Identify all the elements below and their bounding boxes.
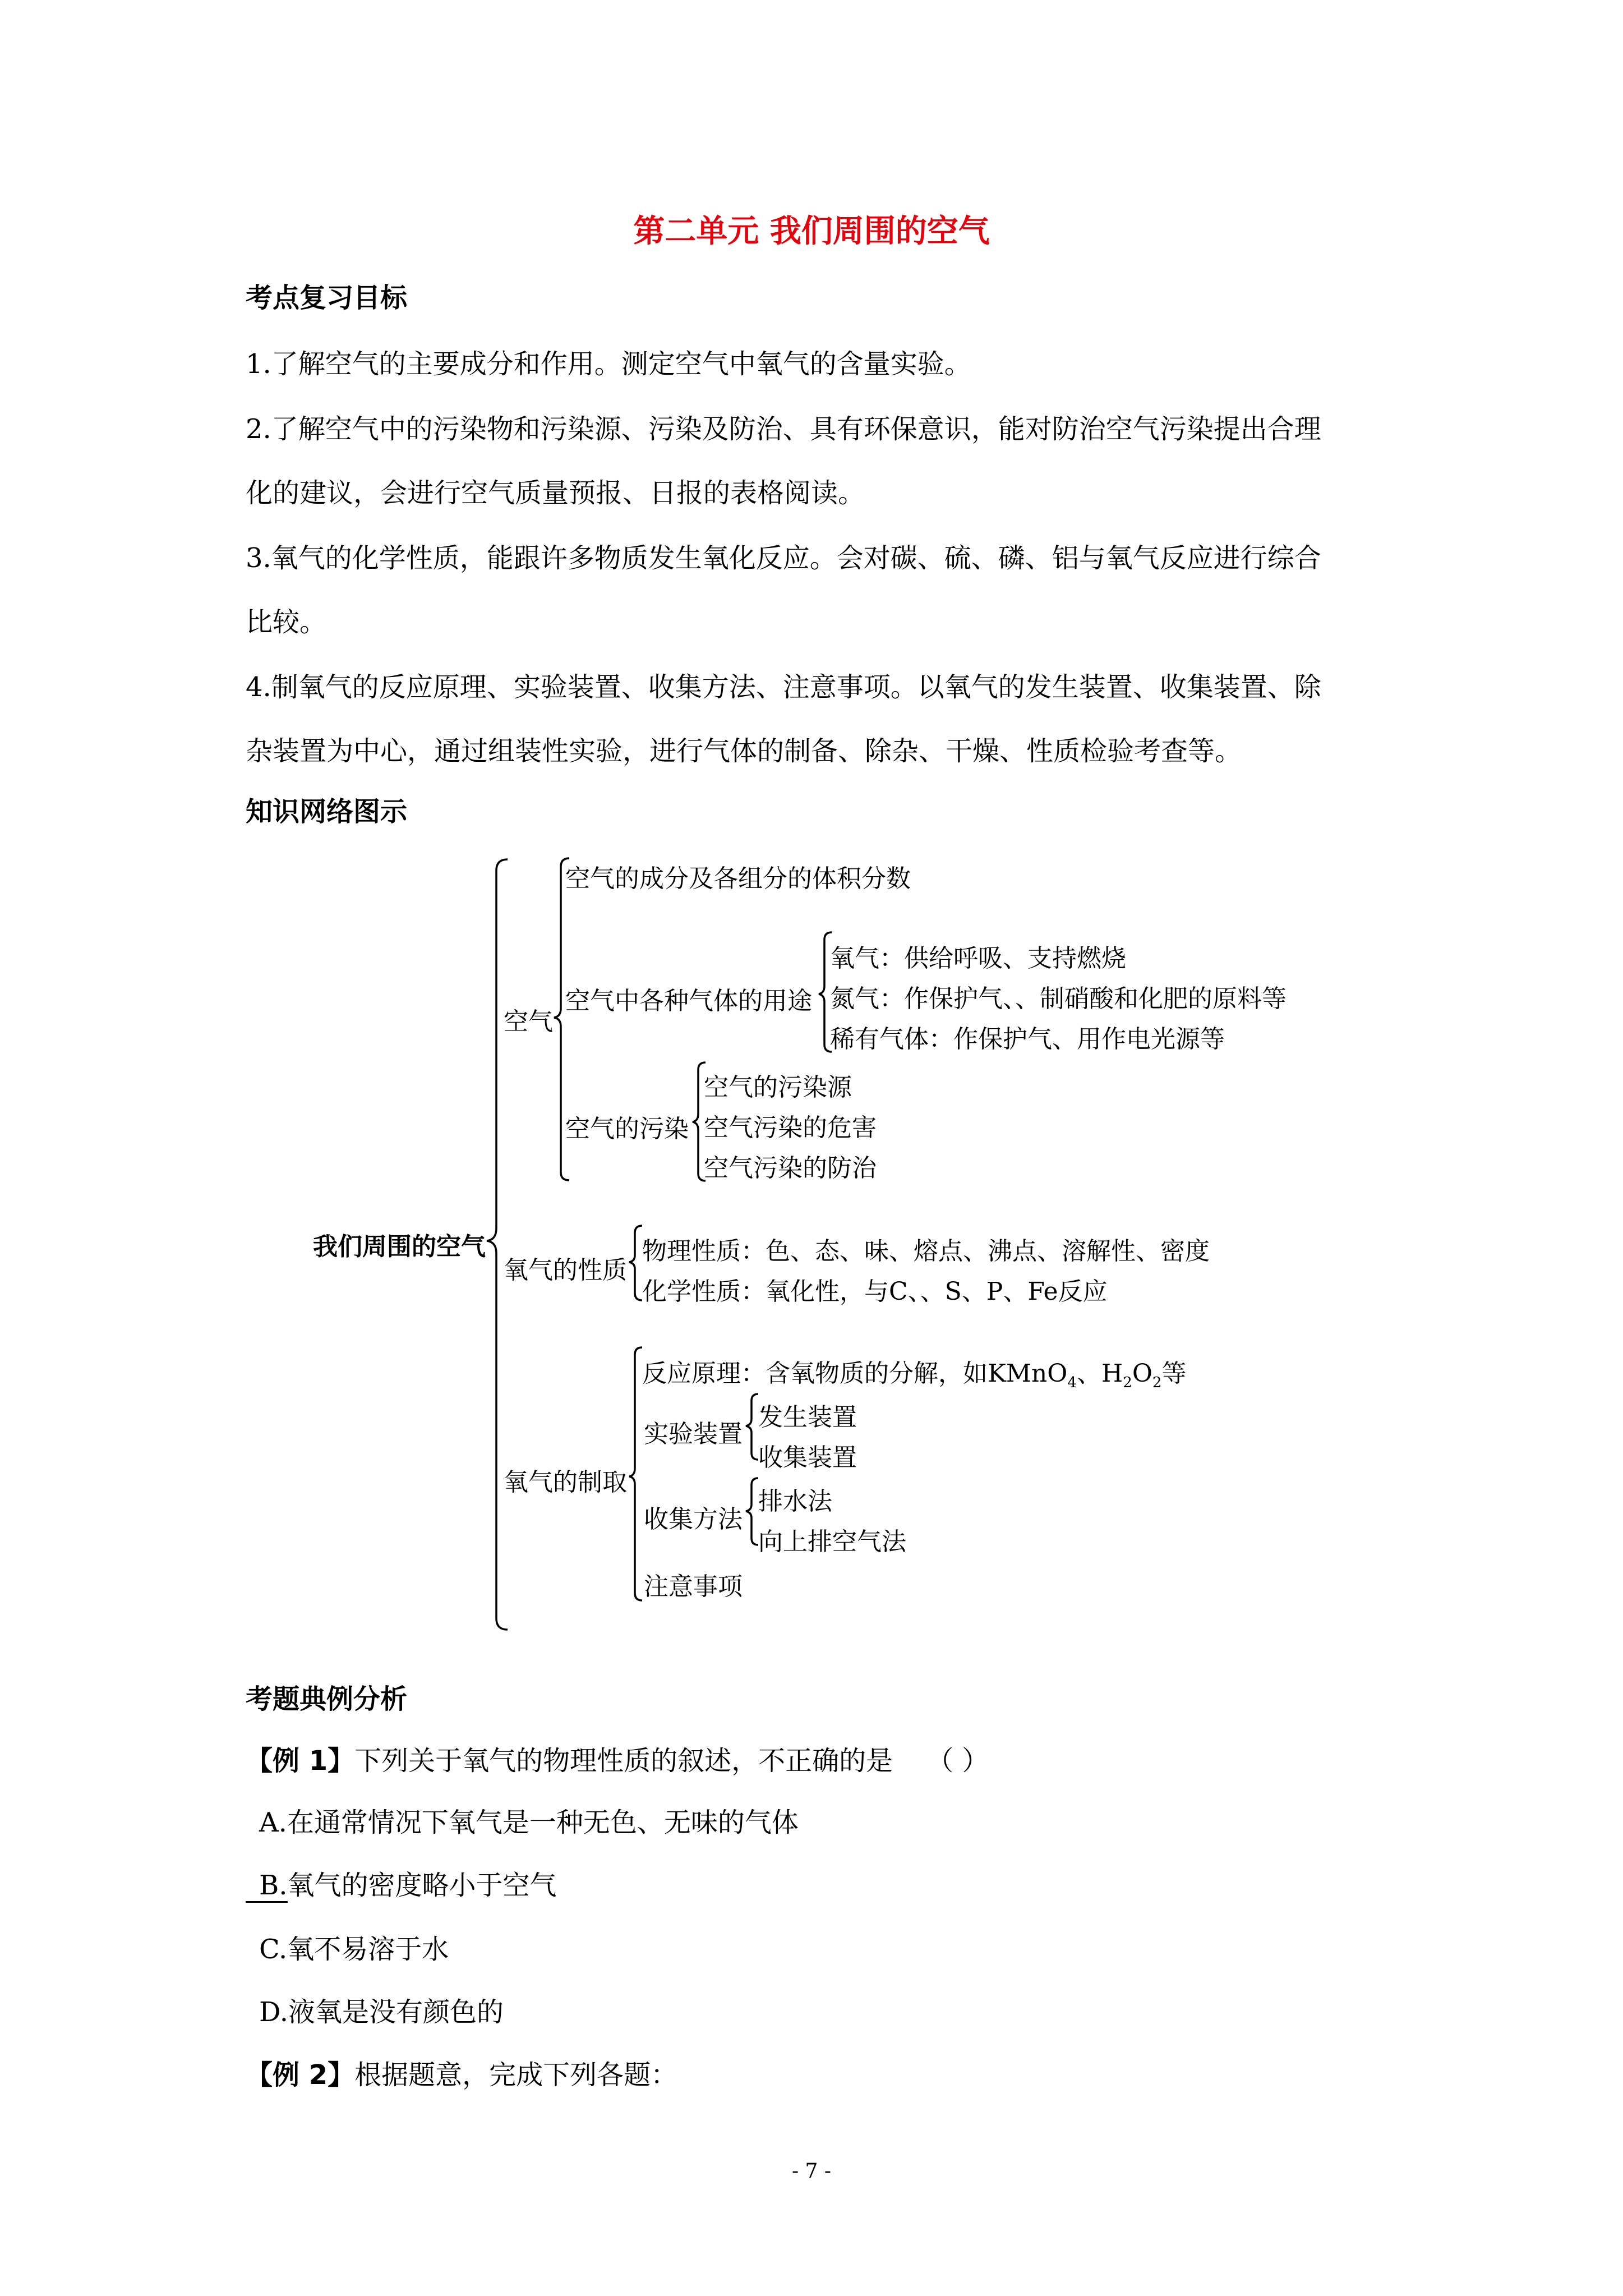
example-1-option-a: A.在通常情况下氧气是一种无色、无味的气体 — [259, 1807, 799, 1838]
example-1-option-b: B.氧气的密度略小于空气 — [246, 1864, 557, 1903]
tree-node-chemical-properties: 化学性质：氧化性，与C、、S、P、Fe反应 — [642, 1277, 1108, 1306]
example-1-option-d: D.液氧是没有颜色的 — [259, 1996, 504, 2028]
tree-node-apparatus: 实验装置 — [644, 1420, 743, 1448]
example-1-option-c: C.氧不易溶于水 — [259, 1934, 449, 1965]
tree-node-gas-uses: 空气中各种气体的用途 — [565, 987, 812, 1015]
tree-node-nitrogen-use: 氮气：作保护气、、制硝酸和化肥的原料等 — [830, 984, 1287, 1013]
tree-node-oxygen-properties: 氧气的性质 — [504, 1256, 627, 1285]
goal-item-1: 1.了解空气的主要成分和作用。测定空气中氧气的含量实验。 — [246, 348, 971, 380]
tree-node-pollution-source: 空气的污染源 — [704, 1073, 852, 1102]
tree-node-air-composition: 空气的成分及各组分的体积分数 — [565, 864, 911, 893]
tree-node-upward-air-displacement: 向上排空气法 — [758, 1527, 906, 1556]
goal-item-2-cont: 化的建议，会进行空气质量预报、日报的表格阅读。 — [246, 477, 865, 509]
goal-item-2: 2.了解空气中的污染物和污染源、污染及防治、具有环保意识，能对防治空气污染提出合理 — [246, 413, 1321, 445]
tree-root: 我们周围的空气 — [313, 1232, 486, 1261]
tree-node-reaction-principle: 反应原理：含氧物质的分解，如KMnO$_4$、$H_2O_2$等 — [642, 1359, 1187, 1391]
tree-node-oxygen-preparation: 氧气的制取 — [504, 1468, 627, 1497]
tree-node-noble-gas-use: 稀有气体：作保护气、用作电光源等 — [830, 1025, 1225, 1053]
page-number: - 7 - — [791, 2160, 832, 2183]
tree-node-collection-apparatus: 收集装置 — [758, 1443, 857, 1472]
tree-node-pollution-harm: 空气污染的危害 — [704, 1114, 877, 1142]
tree-node-collection-method: 收集方法 — [644, 1505, 743, 1534]
section-heading-review-goals: 考点复习目标 — [246, 282, 408, 314]
example-1: 【例 1】下列关于氧气的物理性质的叙述，不正确的是 （ ） — [246, 1745, 989, 1777]
tree-node-oxygen-use: 氧气：供给呼吸、支持燃烧 — [830, 944, 1126, 973]
goal-item-4-cont: 杂装置为中心，通过组装性实验，进行气体的制备、除杂、干燥、性质检验考查等。 — [246, 735, 1242, 767]
section-heading-example-analysis: 考题典例分析 — [246, 1683, 408, 1715]
tree-node-water-displacement: 排水法 — [758, 1487, 832, 1516]
section-heading-knowledge-network: 知识网络图示 — [246, 796, 408, 827]
tree-node-precautions: 注意事项 — [644, 1572, 743, 1601]
tree-node-generation-apparatus: 发生装置 — [758, 1403, 857, 1432]
goal-item-4: 4.制氧气的反应原理、实验装置、收集方法、注意事项。以氧气的发生装置、收集装置、除 — [246, 671, 1321, 703]
goal-item-3-cont: 比较。 — [246, 606, 327, 638]
tree-node-air-pollution: 空气的污染 — [565, 1115, 689, 1143]
example-2: 【例 2】根据题意，完成下列各题： — [246, 2059, 678, 2091]
page-title: 第二单元 我们周围的空气 — [633, 213, 990, 250]
tree-node-pollution-prevention: 空气污染的防治 — [704, 1154, 877, 1182]
goal-item-3: 3.氧气的化学性质，能跟许多物质发生氧化反应。会对碳、硫、磷、铝与氧气反应进行综合 — [246, 542, 1321, 574]
tree-node-air: 空气 — [504, 1007, 553, 1036]
tree-node-physical-properties: 物理性质：色、态、味、熔点、沸点、溶解性、密度 — [642, 1237, 1210, 1266]
